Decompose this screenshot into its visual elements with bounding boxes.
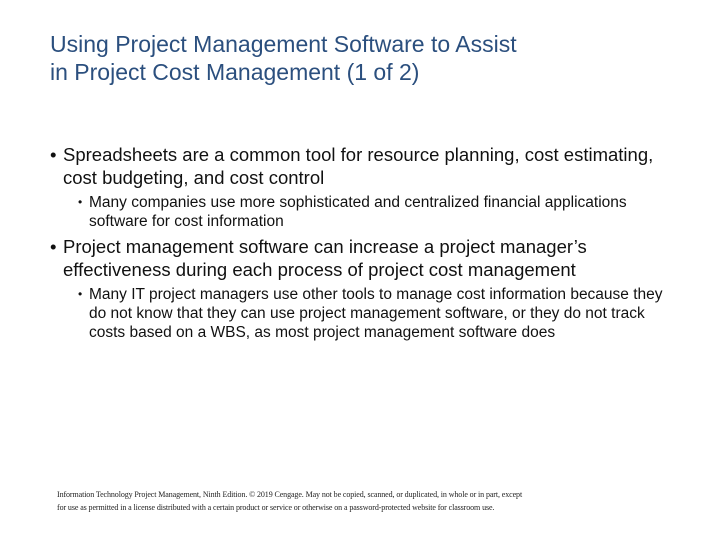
slide-title-line-2: in Project Cost Management (1 of 2) <box>50 59 420 85</box>
sub-bullet-marker: • <box>78 195 83 209</box>
bullet-text: Project management software can increase a project manager’s effectiveness during each process of project cost management <box>63 236 587 280</box>
bullet-item-2 <box>50 235 670 281</box>
bullet-item-1 <box>50 143 670 189</box>
bullet-list <box>50 143 670 342</box>
bullet-text: Spreadsheets are a common tool for resource planning, cost estimating, cost budgeting, and cost control <box>63 144 654 188</box>
sub-bullet-group-1 <box>50 193 670 231</box>
footer-line-1: Information Technology Project Management, Ninth Edition. © 2019 Cengage. May not be copied, scanned, or duplicated, in whole or in part, except <box>57 490 523 499</box>
bullet-marker: • <box>50 236 57 257</box>
slide-title-line-1: Using Project Management Software to Assist <box>50 31 517 57</box>
sub-bullet-item-1-1 <box>50 193 670 231</box>
slide-title <box>50 30 670 86</box>
sub-bullet-group-2 <box>50 285 670 342</box>
footer-line-2: for use as permitted in a license distributed with a certain product or service or otherwise on a password-protected website for classroom use. <box>57 503 495 512</box>
bullet-marker: • <box>50 144 57 165</box>
copyright-footer <box>57 488 697 514</box>
sub-bullet-item-2-1 <box>50 285 670 342</box>
sub-bullet-text: Many IT project managers use other tools to manage cost information because they do not know that they can use project management software, or they do not track costs based on a WBS, as most project management software does <box>89 286 663 341</box>
sub-bullet-marker: • <box>78 287 83 301</box>
sub-bullet-text: Many companies use more sophisticated and centralized financial applications software for cost information <box>89 194 627 230</box>
